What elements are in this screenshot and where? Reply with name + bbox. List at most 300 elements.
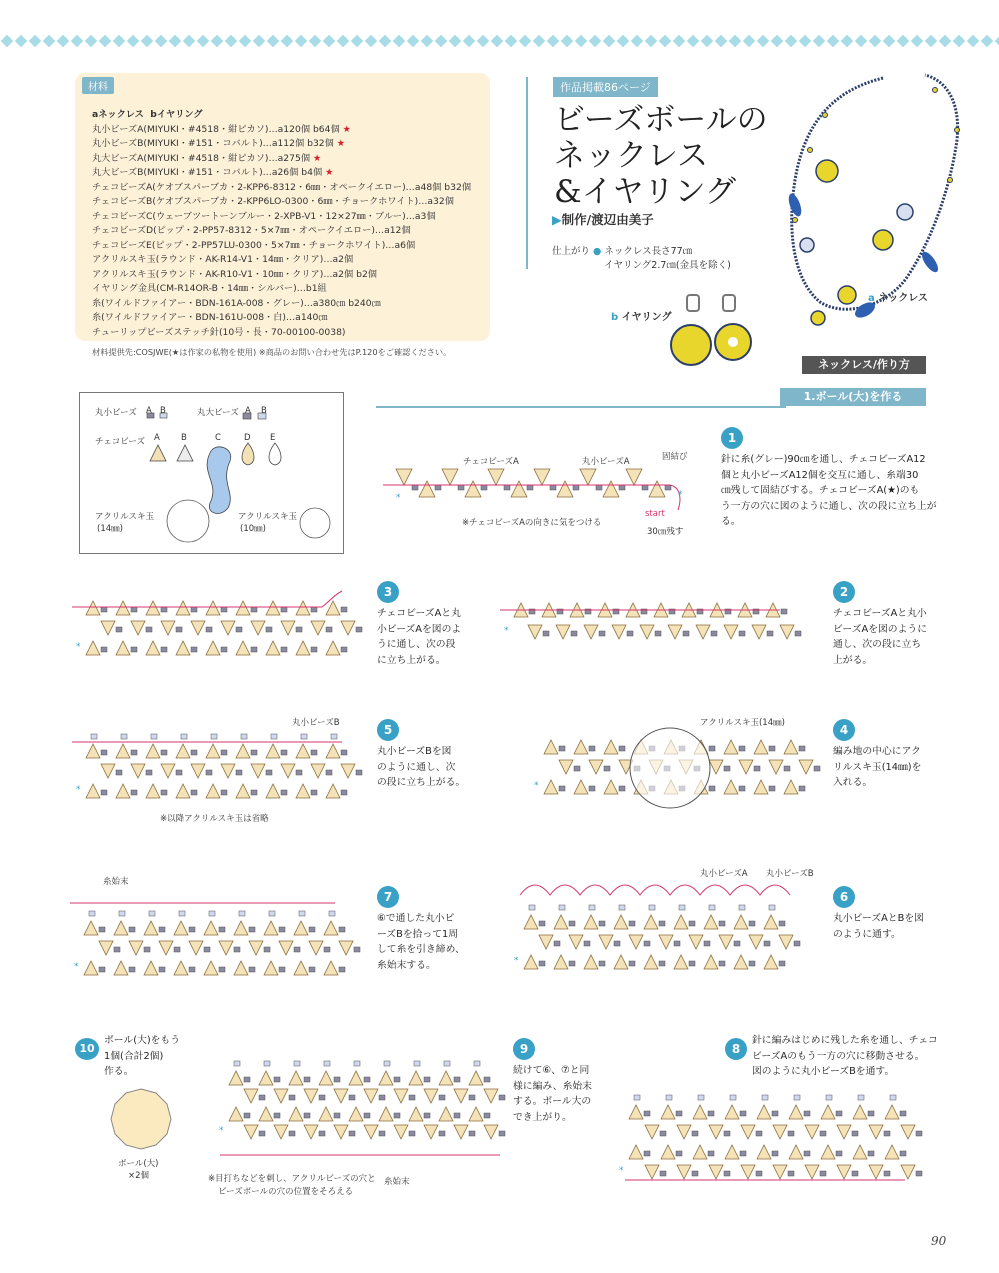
- material-line: チェコビーズB(ケオブスパーブカ・2-KPP6LO-0300・6㎜・チョークホワイト)…a32個: [92, 196, 454, 207]
- czech-bead: [206, 784, 220, 798]
- seed-bead: [708, 1151, 714, 1156]
- seed-bead: [543, 631, 549, 636]
- seed-bead: [101, 750, 107, 755]
- czech-bead: [757, 1145, 771, 1159]
- czech-bead: [229, 1107, 243, 1121]
- seed-bead: [481, 485, 487, 490]
- seed-bead: [820, 1171, 826, 1176]
- seed-bead: [762, 1095, 768, 1100]
- seed-bead: [749, 961, 755, 966]
- border-diamond: [742, 34, 756, 48]
- czech-bead: [409, 1071, 423, 1085]
- czech-bead: [279, 941, 293, 955]
- border-diamond: [798, 34, 812, 48]
- seed-bead: [146, 627, 152, 632]
- earring-label: b イヤリング: [611, 312, 672, 323]
- border-diamond: [308, 34, 322, 48]
- seed-bead: [364, 1077, 370, 1082]
- border-diamond: [966, 34, 980, 48]
- czech-bead: [296, 744, 310, 758]
- seed-bead: [599, 961, 605, 966]
- czech-bead: [101, 621, 115, 635]
- title-divider: [526, 77, 528, 269]
- seed-bead: [444, 1061, 450, 1066]
- seed-bead: [794, 1095, 800, 1100]
- border-diamond: [28, 34, 42, 48]
- seed-bead: [435, 485, 441, 490]
- seed-bead: [349, 1095, 355, 1100]
- seed-bead: [414, 1061, 420, 1066]
- step-7-badge: 7: [377, 886, 399, 908]
- czech-bead: [129, 941, 143, 955]
- seed-bead: [539, 961, 545, 966]
- seed-bead: [209, 911, 215, 916]
- seed-bead: [724, 1171, 730, 1176]
- czech-bead: [341, 621, 355, 635]
- seed-bead: [236, 627, 242, 632]
- seed-bead: [356, 770, 362, 775]
- czech-bead: [274, 1125, 288, 1139]
- czech-bead: [191, 621, 205, 635]
- s7-end-label: 糸始末: [103, 877, 129, 887]
- czech-bead: [236, 744, 250, 758]
- czech-bead: [234, 921, 248, 935]
- asterisk-mark: *: [219, 1126, 224, 1136]
- material-line: アクリルスキ玉(ラウンド・AK-R10-V1・10㎜・クリア)…a2個 b2個: [92, 268, 377, 280]
- czech-bead: [837, 1165, 851, 1179]
- seed-bead: [251, 750, 257, 755]
- step-5-badge: 5: [377, 719, 399, 741]
- seed-bead: [326, 770, 332, 775]
- czech-bead: [396, 469, 412, 485]
- border-diamond: [840, 34, 854, 48]
- seed-bead: [176, 627, 182, 632]
- border-diamond: [126, 34, 140, 48]
- czech-bead: [249, 941, 263, 955]
- border-diamond: [448, 34, 462, 48]
- seed-bead: [788, 1131, 794, 1136]
- border-diamond: [714, 34, 728, 48]
- border-diamond: [70, 34, 84, 48]
- seed-bead: [304, 1113, 310, 1118]
- material-line: チェコビーズE(ピップ・2-PP57LU-0300・5×7㎜・チョークホワイト)…a6個: [92, 239, 416, 251]
- czech-bead: [296, 641, 310, 655]
- seed-bead: [159, 927, 165, 932]
- seed-bead: [324, 947, 330, 952]
- czech-bead: [146, 784, 160, 798]
- seed-bead: [129, 927, 135, 932]
- seed-bead: [554, 941, 560, 946]
- czech-bead: [206, 641, 220, 655]
- seed-bead: [529, 905, 535, 910]
- czech-bead: [364, 1125, 378, 1139]
- seed-bead: [596, 485, 602, 490]
- s4-acryl-label: アクリルスキ玉(14㎜): [700, 718, 785, 728]
- czech-bead: [511, 481, 527, 497]
- seed-bead: [644, 941, 650, 946]
- czech-bead: [264, 961, 278, 975]
- s9-note-2: ビーズボールの穴の位置をそろえる: [218, 1187, 354, 1197]
- seed-bead: [204, 947, 210, 952]
- czech-bead: [244, 1089, 258, 1103]
- seed-bead: [239, 911, 245, 916]
- czech-bead: [465, 481, 481, 497]
- seed-bead: [683, 631, 689, 636]
- seed-bead: [884, 1131, 890, 1136]
- czech-bead: [584, 625, 598, 639]
- seed-bead: [409, 1095, 415, 1100]
- material-line: 丸小ビーズB(MIYUKI・#151・コバルト)…a112個 b32個 ★: [92, 138, 346, 149]
- border-diamond: [490, 34, 504, 48]
- seed-bead: [334, 1113, 340, 1118]
- border-diamond: [938, 34, 952, 48]
- czech-bead: [454, 1125, 468, 1139]
- seed-bead: [159, 967, 165, 972]
- seed-bead: [484, 1077, 490, 1082]
- seed-bead: [679, 905, 685, 910]
- seed-bead: [571, 631, 577, 636]
- czech-bead: [296, 601, 310, 615]
- border-diamond: [630, 34, 644, 48]
- czech-bead: [696, 625, 710, 639]
- seed-bead: [868, 1111, 874, 1116]
- seed-bead: [219, 967, 225, 972]
- czech-bead: [640, 625, 654, 639]
- czech-bead: [741, 1165, 755, 1179]
- seed-bead: [469, 1131, 475, 1136]
- czech-bead: [176, 744, 190, 758]
- czech-bead: [734, 915, 748, 929]
- seed-bead: [409, 1131, 415, 1136]
- seed-bead: [341, 647, 347, 652]
- border-diamond: [910, 34, 924, 48]
- star-icon: ★: [336, 138, 346, 149]
- seed-bead: [221, 750, 227, 755]
- seed-bead: [599, 631, 605, 636]
- czech-bead: [752, 625, 766, 639]
- czech-bead: [274, 1089, 288, 1103]
- border-diamond: [266, 34, 280, 48]
- seed-bead: [269, 911, 275, 916]
- seed-bead: [259, 1131, 265, 1136]
- czech-bead: [544, 740, 558, 754]
- seed-bead: [304, 1077, 310, 1082]
- seed-bead: [241, 734, 247, 739]
- czech-bead: [734, 955, 748, 969]
- seed-bead: [329, 911, 335, 916]
- seed-bead: [191, 607, 197, 612]
- seed-bead: [149, 911, 155, 916]
- border-diamond: [336, 34, 350, 48]
- czech-bead: [725, 1105, 739, 1119]
- czech-bead: [251, 764, 265, 778]
- czech-bead: [725, 1145, 739, 1159]
- seed-bead: [458, 485, 464, 490]
- border-diamond: [756, 34, 770, 48]
- material-line: 丸小ビーズA(MIYUKI・#4518・紺ピカソ)…a120個 b64個 ★: [92, 123, 351, 135]
- czech-bead: [114, 921, 128, 935]
- seed-bead: [131, 750, 137, 755]
- seed-bead: [659, 921, 665, 926]
- czech-bead: [266, 784, 280, 798]
- seed-bead: [826, 1095, 832, 1100]
- seed-bead: [550, 485, 556, 490]
- seed-bead: [219, 927, 225, 932]
- czech-bead: [805, 1125, 819, 1139]
- seed-bead: [836, 1111, 842, 1116]
- seed-bead: [424, 1077, 430, 1082]
- step-2-badge: 2: [833, 581, 855, 603]
- border-diamond: [616, 34, 630, 48]
- step-4-badge: 4: [833, 719, 855, 741]
- work-page-tag: 作品掲載86ページ: [553, 77, 658, 97]
- step4-diagram: [530, 720, 820, 820]
- czech-bead: [773, 1125, 787, 1139]
- seed-bead: [666, 1095, 672, 1100]
- border-diamond: [602, 34, 616, 48]
- border-diamond: [112, 34, 126, 48]
- border-diamond: [154, 34, 168, 48]
- czech-bead: [319, 1071, 333, 1085]
- border-diamond: [294, 34, 308, 48]
- seed-bead: [711, 631, 717, 636]
- czech-bead: [693, 1145, 707, 1159]
- step-9-text: 続けて⑥、⑦と同 様に編み、糸始末 する。ボール大の でき上がり。: [513, 1065, 592, 1123]
- czech-bead: [294, 921, 308, 935]
- czech-bead: [488, 469, 504, 485]
- border-diamond: [770, 34, 784, 48]
- seed-bead: [116, 627, 122, 632]
- border-diamond: [658, 34, 672, 48]
- czech-bead: [799, 760, 813, 774]
- border-diamond: [364, 34, 378, 48]
- czech-bead: [409, 1107, 423, 1121]
- seed-bead: [724, 1131, 730, 1136]
- border-diamond: [182, 34, 196, 48]
- seed-bead: [179, 911, 185, 916]
- czech-bead: [204, 921, 218, 935]
- seed-bead: [852, 1171, 858, 1176]
- seed-bead: [249, 967, 255, 972]
- seed-bead: [769, 786, 775, 791]
- czech-bead: [614, 915, 628, 929]
- czech-bead: [326, 784, 340, 798]
- seed-bead: [119, 911, 125, 916]
- finish-size: 仕上がり ● ネックレス長さ77㎝ イヤリング2.7㎝(金具を除く): [552, 246, 731, 271]
- seed-bead: [644, 1151, 650, 1156]
- czech-bead: [869, 1125, 883, 1139]
- material-line: 丸大ビーズA(MIYUKI・#4518・紺ピカソ)…a275個 ★: [92, 152, 322, 164]
- czech-bead: [84, 961, 98, 975]
- s5-marub-label: 丸小ビーズB: [292, 718, 340, 728]
- czech-bead: [229, 1071, 243, 1085]
- czech-bead: [219, 941, 233, 955]
- seed-bead: [820, 1131, 826, 1136]
- seed-bead: [131, 790, 137, 795]
- star-icon: ★: [342, 123, 351, 135]
- czech-bead: [206, 744, 220, 758]
- seed-bead: [779, 961, 785, 966]
- seed-bead: [341, 607, 347, 612]
- seed-bead: [424, 1113, 430, 1118]
- seed-bead: [299, 911, 305, 916]
- seed-bead: [174, 947, 180, 952]
- czech-bead: [580, 469, 596, 485]
- czech-bead: [174, 921, 188, 935]
- star-icon: ★: [312, 152, 322, 164]
- material-line: チェコビーズC(ウェーブツートーンブルー・2-XPB-V1・12×27㎜・ブルー)…a3個: [92, 210, 436, 222]
- seed-bead: [719, 921, 725, 926]
- border-diamond: [420, 34, 434, 48]
- seed-bead: [794, 941, 800, 946]
- seed-bead: [804, 1151, 810, 1156]
- seed-bead: [274, 1077, 280, 1082]
- czech-bead: [364, 1089, 378, 1103]
- czech-bead: [645, 1165, 659, 1179]
- czech-bead: [236, 601, 250, 615]
- seed-bead: [101, 647, 107, 652]
- seed-bead: [764, 941, 770, 946]
- asterisk-mark: *: [504, 626, 509, 636]
- seed-bead: [709, 905, 715, 910]
- czech-bead: [84, 921, 98, 935]
- seed-bead: [799, 746, 805, 751]
- triangle-icon: ▶: [552, 212, 562, 227]
- seed-bead: [559, 905, 565, 910]
- border-diamond: [462, 34, 476, 48]
- czech-bead: [629, 935, 643, 949]
- seed-bead: [692, 1171, 698, 1176]
- seed-bead: [756, 1131, 762, 1136]
- czech-bead: [612, 625, 626, 639]
- czech-bead: [557, 481, 573, 497]
- czech-bead: [161, 621, 175, 635]
- seed-bead: [101, 790, 107, 795]
- seed-bead: [698, 1095, 704, 1100]
- czech-bead: [259, 1071, 273, 1085]
- czech-bead: [674, 955, 688, 969]
- seed-bead: [649, 905, 655, 910]
- czech-bead: [251, 621, 265, 635]
- border-diamond: [588, 34, 602, 48]
- step-3-badge: 3: [377, 581, 399, 603]
- czech-bead: [146, 641, 160, 655]
- border-diamond: [826, 34, 840, 48]
- czech-bead: [569, 935, 583, 949]
- necklace-illustration: [765, 70, 965, 320]
- czech-bead: [584, 915, 598, 929]
- step-9-badge: 9: [513, 1038, 535, 1060]
- czech-bead: [773, 1165, 787, 1179]
- seed-bead: [264, 1061, 270, 1066]
- seed-bead: [311, 647, 317, 652]
- asterisk-mark: *: [678, 490, 683, 500]
- s1-czech-label: チェコビーズA: [463, 457, 519, 467]
- seed-bead: [384, 1061, 390, 1066]
- czech-bead: [206, 601, 220, 615]
- border-diamond: [868, 34, 882, 48]
- czech-bead: [484, 1125, 498, 1139]
- czech-bead: [709, 1125, 723, 1139]
- czech-bead: [626, 469, 642, 485]
- czech-bead: [589, 760, 603, 774]
- seed-bead: [573, 485, 579, 490]
- s6-a-label: 丸小ビーズA: [700, 869, 748, 879]
- seed-bead: [349, 1131, 355, 1136]
- materials-list: [92, 108, 471, 340]
- czech-bead: [326, 601, 340, 615]
- czech-bead: [821, 1105, 835, 1119]
- czech-bead: [837, 1125, 851, 1139]
- czech-bead: [534, 469, 550, 485]
- czech-bead: [885, 1105, 899, 1119]
- czech-bead: [349, 1107, 363, 1121]
- czech-bead: [554, 915, 568, 929]
- step-10-text: ボール(大)をもう 1個(合計2個) 作る。: [104, 1035, 181, 1077]
- step-3-text: チェコビーズAと丸 小ビーズAを図のよ うに通し、次の段 に立ち上がる。: [377, 608, 462, 666]
- seed-bead: [161, 750, 167, 755]
- czech-bead: [469, 1071, 483, 1085]
- seed-bead: [799, 786, 805, 791]
- step-1-badge: 1: [721, 427, 743, 449]
- czech-bead: [99, 941, 113, 955]
- czech-bead: [116, 601, 130, 615]
- czech-bead: [629, 1145, 643, 1159]
- seed-bead: [161, 790, 167, 795]
- seed-bead: [279, 967, 285, 972]
- seed-bead: [379, 1131, 385, 1136]
- seed-bead: [499, 1131, 505, 1136]
- seed-bead: [740, 1111, 746, 1116]
- seed-bead: [655, 631, 661, 636]
- seed-bead: [354, 947, 360, 952]
- border-diamond: [434, 34, 448, 48]
- seed-bead: [709, 786, 715, 791]
- czech-bead: [266, 744, 280, 758]
- czech-bead: [236, 641, 250, 655]
- czech-bead: [693, 1105, 707, 1119]
- seed-bead: [858, 1095, 864, 1100]
- border-diamond: [98, 34, 112, 48]
- czech-bead: [544, 780, 558, 794]
- step-6-badge: 6: [833, 886, 855, 908]
- border-diamond: [84, 34, 98, 48]
- czech-bead: [324, 961, 338, 975]
- seed-bead: [319, 1095, 325, 1100]
- czech-bead: [668, 625, 682, 639]
- seed-bead: [116, 770, 122, 775]
- seed-bead: [539, 921, 545, 926]
- s5-omit-note: ※以降アクリルスキ玉は省略: [160, 814, 269, 824]
- czech-bead: [161, 764, 175, 778]
- seed-bead: [569, 921, 575, 926]
- border-diamond: [14, 34, 28, 48]
- seed-bead: [769, 746, 775, 751]
- seed-bead: [504, 485, 510, 490]
- step8-diagram: [615, 1085, 925, 1190]
- seed-bead: [692, 1131, 698, 1136]
- border-diamond: [854, 34, 868, 48]
- seed-bead: [739, 786, 745, 791]
- czech-bead: [289, 1107, 303, 1121]
- seed-bead: [676, 1111, 682, 1116]
- seed-bead: [916, 1171, 922, 1176]
- czech-bead: [614, 955, 628, 969]
- czech-bead: [885, 1145, 899, 1159]
- seed-bead: [559, 786, 565, 791]
- border-diamond: [700, 34, 714, 48]
- seed-bead: [161, 607, 167, 612]
